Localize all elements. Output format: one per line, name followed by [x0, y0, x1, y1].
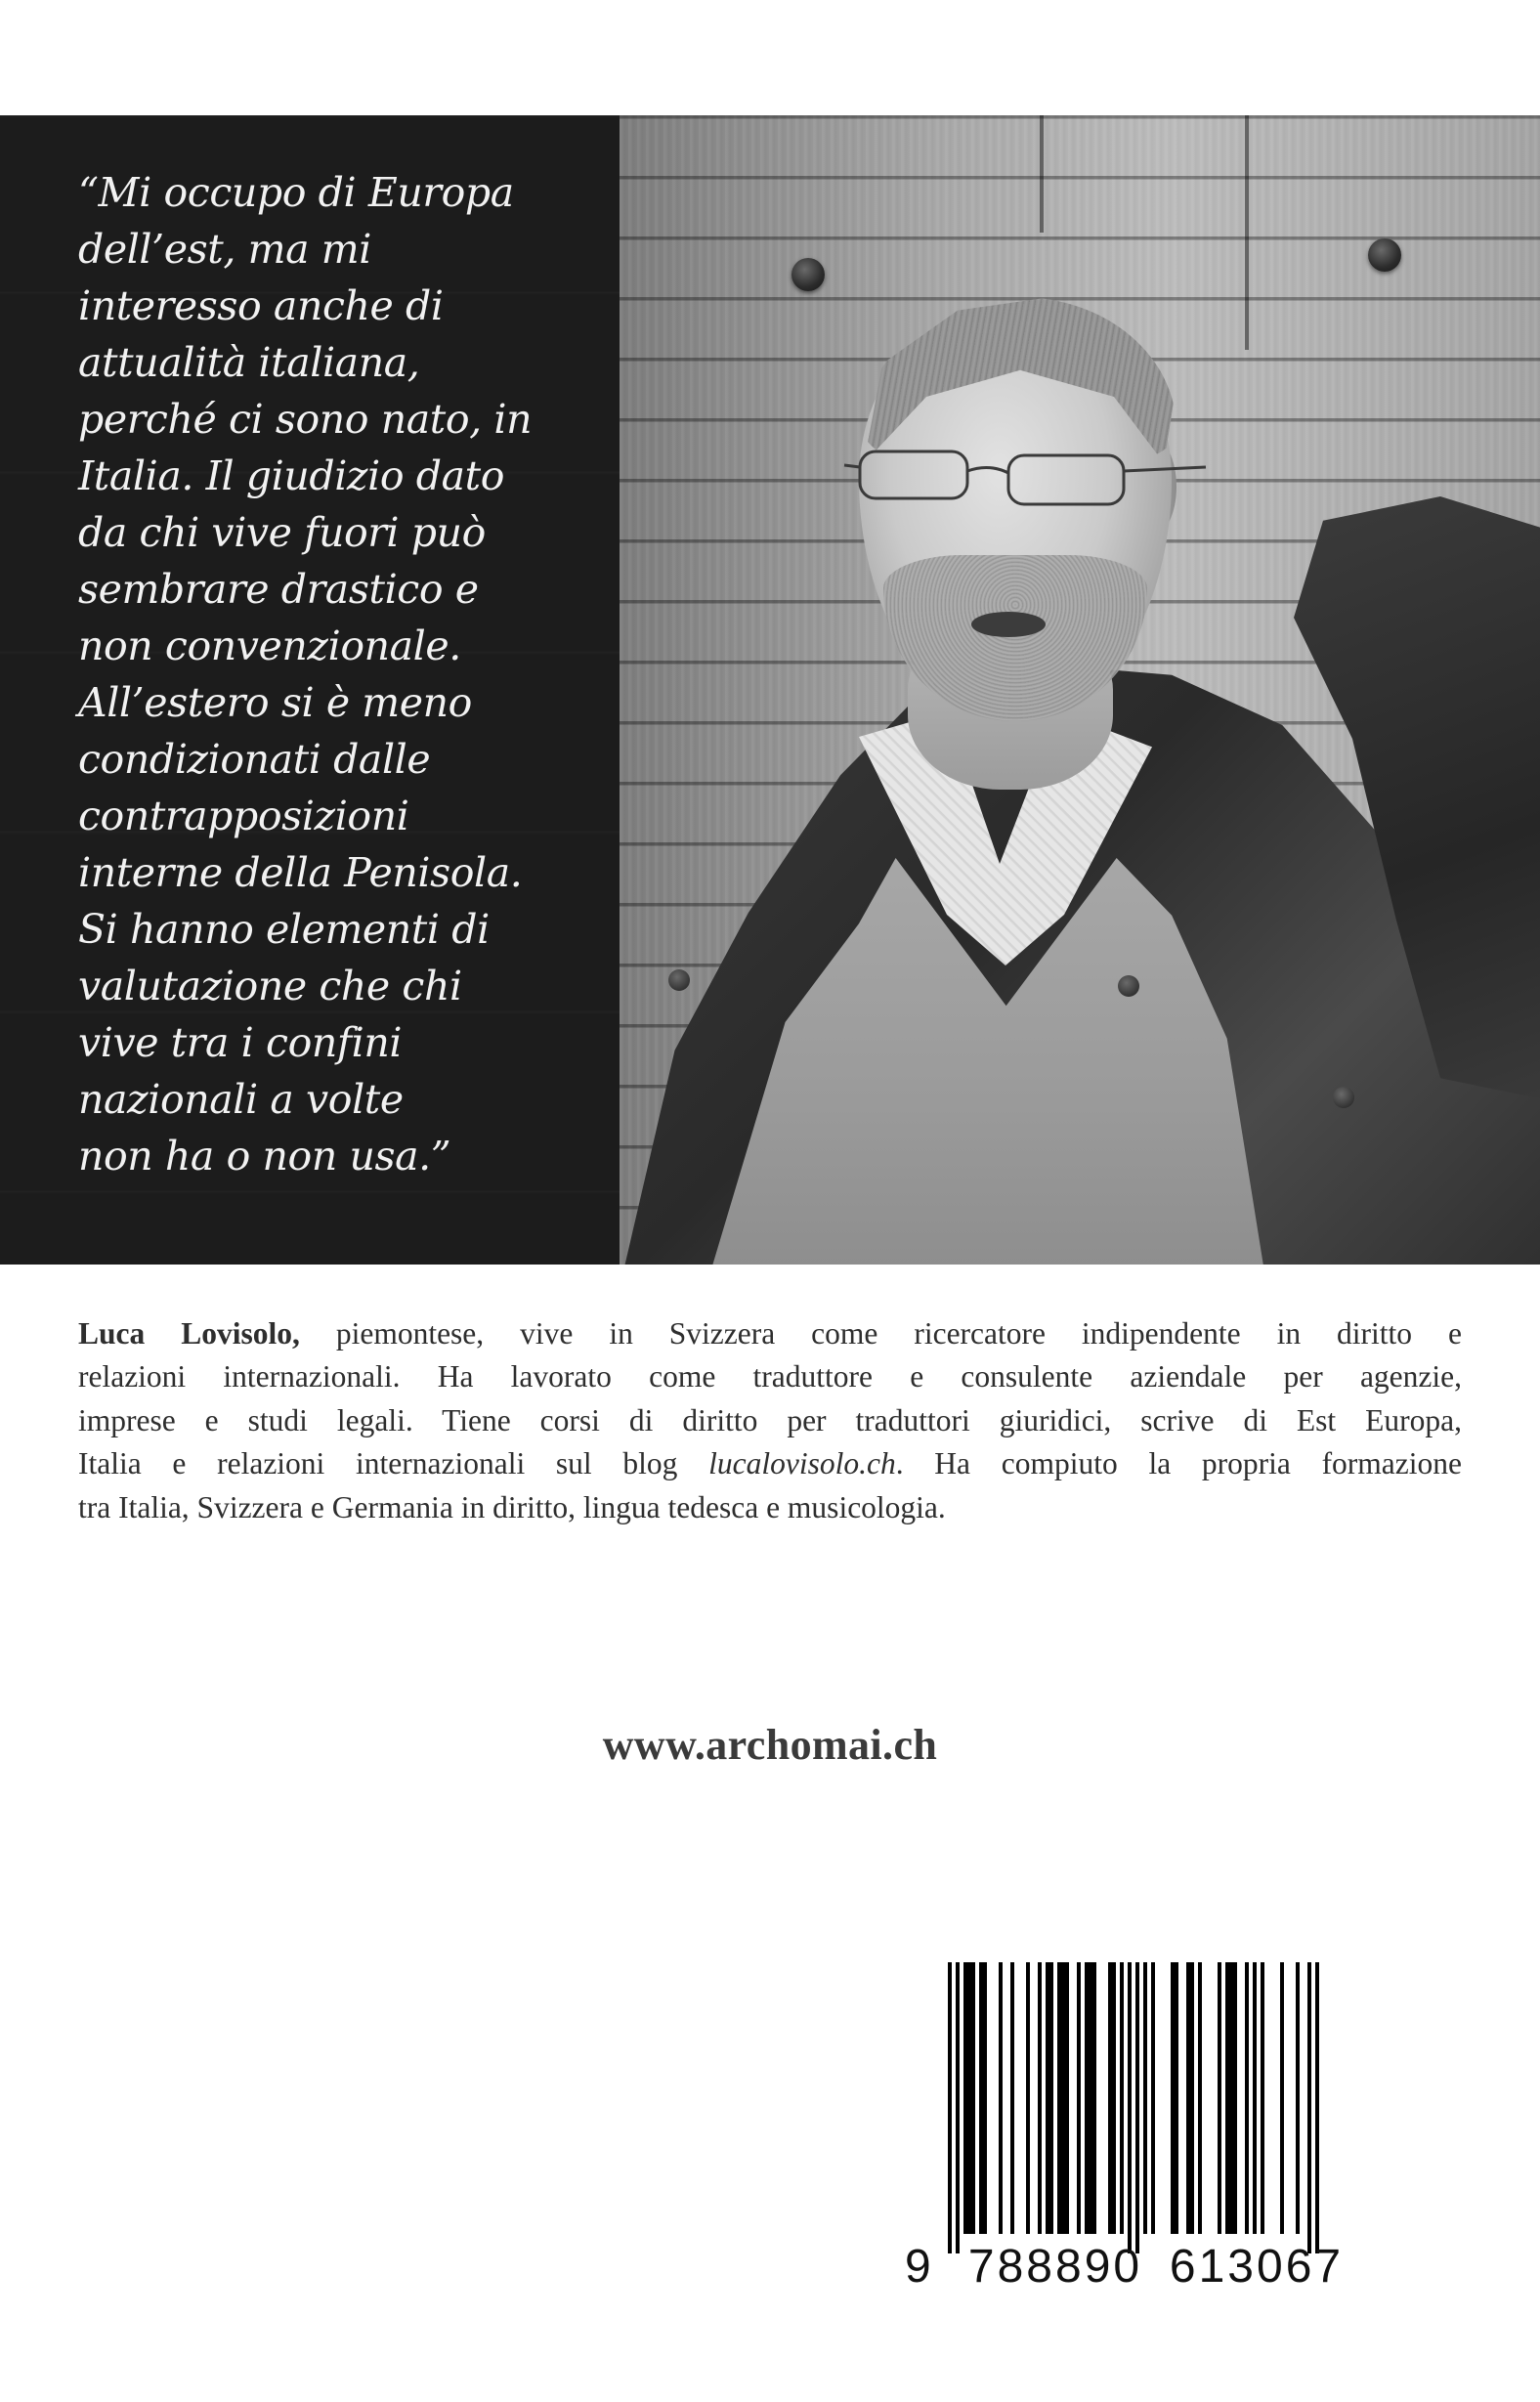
barcode-bar [1190, 1962, 1194, 2234]
barcode-bar [983, 1962, 987, 2234]
jacket-button-icon [1333, 1087, 1354, 1108]
barcode-bar [1315, 1962, 1319, 2253]
quote-panel [0, 115, 620, 1265]
barcode-bar [1057, 1962, 1061, 2234]
barcode-bar [956, 1962, 960, 2253]
barcode-bar [1026, 1962, 1030, 2234]
isbn-lead-digit: 9 [905, 2241, 934, 2293]
barcode-bar [1089, 1962, 1092, 2234]
mouth-shape [971, 612, 1046, 637]
jacket-button-icon [1118, 975, 1139, 997]
barcode-bar [1092, 1962, 1096, 2234]
quote-line: non convenzionale. [78, 622, 461, 669]
author-photo [620, 115, 1540, 1265]
quote-line: All’estero si è meno [78, 679, 472, 726]
quote-line: “Mi occupo di Europa [78, 169, 514, 216]
door-stud-icon [1368, 238, 1401, 272]
quote-line: perché ci sono nato, in [78, 396, 533, 443]
quote-line: Italia. Il giudizio dato [78, 452, 504, 499]
bio-line: relazioni internazionali. Ha lavorato come traduttore e consulente aziendale per agenzie, [78, 1359, 1462, 1394]
quote-line: condizionati dalle [78, 736, 431, 783]
barcode-bar [1198, 1962, 1202, 2234]
barcode-bar [1010, 1962, 1014, 2234]
quote-line: vive tra i confini [78, 1019, 403, 1066]
bio-line: tra Italia, Svizzera e Germania in diritto, lingua tedesca e musicologia. [78, 1489, 946, 1524]
barcode-bar [1112, 1962, 1116, 2234]
barcode-bar [1120, 1962, 1124, 2234]
isbn-digits [905, 2240, 1345, 2295]
quote-line: valutazione che chi [78, 963, 462, 1009]
barcode-bar [948, 1962, 952, 2253]
barcode-bar [1108, 1962, 1112, 2234]
barcode-bar [1253, 1962, 1257, 2234]
barcode-bar [1077, 1962, 1081, 2234]
door-stud-icon [791, 258, 825, 291]
quote-line: interne della Penisola. [78, 849, 523, 896]
quote-line: Si hanno elementi di [78, 906, 490, 953]
barcode-bar [1296, 1962, 1300, 2234]
publisher-website: www.archomai.ch [602, 1721, 938, 1769]
author-name: Luca Lovisolo, [78, 1316, 300, 1351]
quote-line: interesso anche di [78, 282, 444, 329]
barcode-bar [967, 1962, 971, 2234]
barcode-bar [1046, 1962, 1049, 2234]
cover-hero [0, 115, 1540, 1265]
barcode-bar [1186, 1962, 1190, 2234]
quote-line: da chi vive fuori può [78, 509, 486, 556]
blog-link: lucalovisolo.ch [708, 1446, 896, 1481]
author-bio [78, 1312, 1462, 1529]
isbn-group-left: 788890 [967, 2241, 1143, 2293]
barcode-bar [1261, 1962, 1264, 2234]
barcode-bars [858, 1962, 1347, 2255]
isbn-barcode [858, 1962, 1347, 2304]
barcode-bar [1049, 1962, 1053, 2234]
barcode-bar [999, 1962, 1003, 2234]
quote-line: sembrare drastico e [78, 566, 479, 613]
quote-line: nazionali a volte [78, 1076, 404, 1123]
glasses-icon [842, 438, 1214, 516]
barcode-bar [963, 1962, 967, 2234]
barcode-bar [1171, 1962, 1175, 2234]
barcode-bar [971, 1962, 975, 2234]
quote-line: contrapposizioni [78, 793, 409, 839]
barcode-bar [979, 1962, 983, 2234]
barcode-bar [1225, 1962, 1229, 2234]
barcode-bar [1218, 1962, 1221, 2234]
barcode-bar [1065, 1962, 1069, 2234]
quote-line: attualità italiana, [78, 339, 420, 386]
barcode-bar [1038, 1962, 1042, 2234]
barcode-bar [1280, 1962, 1284, 2234]
barcode-bar [1135, 1962, 1139, 2253]
isbn-group-right: 613067 [1169, 2241, 1345, 2293]
barcode-bar [1307, 1962, 1311, 2253]
barcode-bar [1233, 1962, 1237, 2234]
barcode-bar [1128, 1962, 1132, 2253]
barcode-bar [1151, 1962, 1155, 2234]
barcode-bar [1061, 1962, 1065, 2234]
quote-line: non ha o non usa.” [78, 1133, 451, 1180]
author-quote [78, 164, 590, 1184]
barcode-bar [1175, 1962, 1178, 2234]
barcode-bar [1245, 1962, 1249, 2234]
quote-line: dell’est, ma mi [78, 226, 371, 273]
barcode-bar [1143, 1962, 1147, 2234]
door-plank-seam [1040, 115, 1044, 233]
door-plank-seam [1245, 115, 1249, 350]
bio-line: Italia e relazioni internazionali sul blog lucalovisolo.ch. Ha compiuto la propria formazione [78, 1446, 1462, 1481]
bio-line: Luca Lovisolo, piemontese, vive in Svizzera come ricercatore indipendente in diritto e [78, 1316, 1462, 1351]
barcode-bar [1229, 1962, 1233, 2234]
jacket-button-icon [668, 969, 690, 991]
bio-line: imprese e studi legali. Tiene corsi di diritto per traduttori giuridici, scrive di Est Europa, [78, 1402, 1462, 1437]
barcode-bar [1085, 1962, 1089, 2234]
